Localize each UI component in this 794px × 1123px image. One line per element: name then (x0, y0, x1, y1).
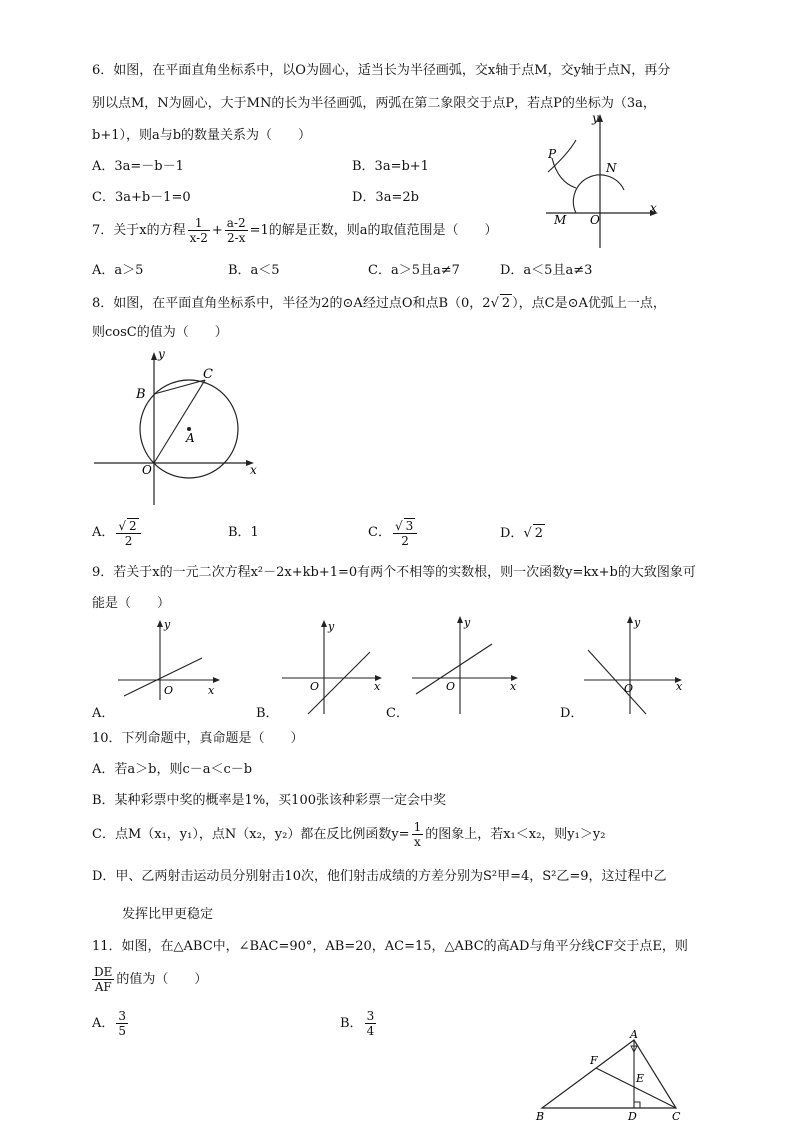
q7-option-b: B．a＜5 (228, 263, 280, 278)
svg-text:y: y (158, 350, 165, 361)
q9-option-b: B． (256, 706, 279, 721)
svg-text:O: O (310, 680, 320, 693)
svg-text:B: B (136, 387, 146, 402)
q7-option-d: D．a＜5且a≠3 (500, 263, 593, 278)
svg-text:y: y (634, 616, 641, 629)
svg-text:O: O (590, 213, 600, 227)
svg-text:M: M (554, 213, 567, 227)
q6-option-d: D．3a=2b (352, 190, 419, 205)
q8-option-b: B．1 (228, 525, 259, 540)
svg-text:N: N (606, 161, 617, 175)
q6-line3: b+1），则a与b的数量关系为（ ） (92, 128, 312, 143)
svg-text:x: x (250, 463, 257, 477)
svg-text:F: F (590, 1054, 598, 1067)
svg-text:P: P (548, 147, 557, 161)
svg-text:x: x (676, 680, 683, 693)
svg-text:C: C (672, 1110, 681, 1123)
q9-option-c: C． (386, 706, 409, 721)
svg-text:O: O (624, 682, 634, 695)
q6-option-c: C．3a+b－1=0 (92, 190, 191, 205)
svg-text:A: A (630, 1028, 638, 1041)
q10-option-d-line1: D．甲、乙两射击运动员分别射击10次，他们射击成绩的方差分别为S²甲=4，S²乙=9，这过程中乙 (92, 869, 667, 884)
q10-option-a: A．若a＞b，则c－a＜c－b (92, 762, 253, 777)
svg-text:x: x (650, 201, 657, 215)
svg-text:O: O (446, 680, 456, 693)
q10-option-c: C．点M（x₁，y₁），点N（x₂，y₂）都在反比例函数y= $\frac{1}{x}$ 的图象上，若x₁＜x₂，则y₁＞y₂ (92, 820, 606, 849)
q11-option-b: B． $\frac{3}{4}$ (340, 1009, 375, 1038)
q9-graph-b (278, 618, 388, 718)
q8-option-a: A． $\frac{√ 2}{2}$ (92, 516, 143, 550)
svg-text:x: x (208, 684, 215, 697)
q8-option-c: C． $\frac{√ 3}{2}$ (368, 516, 419, 550)
svg-text:C: C (203, 367, 213, 382)
svg-text:D: D (628, 1110, 637, 1123)
svg-text:O: O (164, 684, 174, 697)
q8-figure (90, 350, 265, 510)
q9-option-d: D． (560, 706, 584, 721)
svg-text:E: E (636, 1072, 645, 1085)
svg-text:y: y (164, 618, 171, 631)
q9-graph-a (112, 618, 222, 702)
svg-text:A: A (186, 431, 195, 445)
q7-option-c: C．a＞5且a≠7 (368, 263, 460, 278)
q10-option-b: B．某种彩票中奖的概率是1%，买100张该种彩票一定会中奖 (92, 793, 446, 808)
q9-line1: 9．若关于x的一元二次方程x²－2x+kb+1=0有两个不相等的实数根，则一次函数y=kx+b的大致图象可 (92, 565, 696, 580)
svg-text:x: x (510, 680, 517, 693)
svg-text:B: B (536, 1110, 545, 1123)
q7-stem: 7．关于x的方程 $\frac{1}{x-2}$ + $\frac{a-2}{2-x}$ =1的解是正数，则a的取值范围是（ ） (92, 216, 498, 245)
svg-text:y: y (464, 616, 471, 629)
q10-option-d-line2: 发挥比甲更稳定 (122, 907, 214, 922)
svg-text:y: y (328, 620, 335, 633)
q10-stem: 10．下列命题中，真命题是（ ） (92, 731, 304, 746)
q6-option-a: A．3a=－b－1 (92, 159, 184, 174)
q11-line2: $\frac{DE}{AF}$ 的值为（ ） (94, 965, 208, 994)
q6-figure (528, 110, 663, 252)
q11-line1: 11．如图，在△ABC中，∠BAC=90°，AB=20，AC=15，△ABC的高AD与角平分线CF交于点E，则 (92, 939, 688, 954)
svg-text:O: O (142, 463, 152, 477)
svg-text:y: y (592, 111, 599, 125)
svg-text:x: x (374, 680, 381, 693)
q6-option-b: B．3a=b+1 (352, 159, 429, 174)
q9-line2: 能是（ ） (92, 596, 171, 611)
q11-figure (530, 1028, 690, 1123)
q11-option-a: A． $\frac{3}{5}$ (92, 1009, 127, 1038)
q6-line1: 6．如图，在平面直角坐标系中，以O为圆心，适当长为半径画弧，交x轴于点M，交y轴于点N，再分 (92, 63, 671, 78)
q9-option-a: A． (92, 706, 115, 721)
q9-graph-c (408, 614, 524, 718)
q8-line2: 则cosC的值为（ ） (92, 325, 228, 340)
q8-line1: 8．如图，在平面直角坐标系中，半径为2的⊙A经过点O和点B（0，2√ 2 ），点C是⊙A优弧上一点， (92, 296, 666, 311)
q7-option-a: A．a＞5 (92, 263, 144, 278)
q6-line2: 别以点M，N为圆心，大于MN的长为半径画弧，两弧在第二象限交于点P，若点P的坐标为（3a， (92, 96, 656, 111)
q8-option-d: D．√ 2 (500, 526, 544, 541)
q9-graph-d (582, 614, 688, 718)
